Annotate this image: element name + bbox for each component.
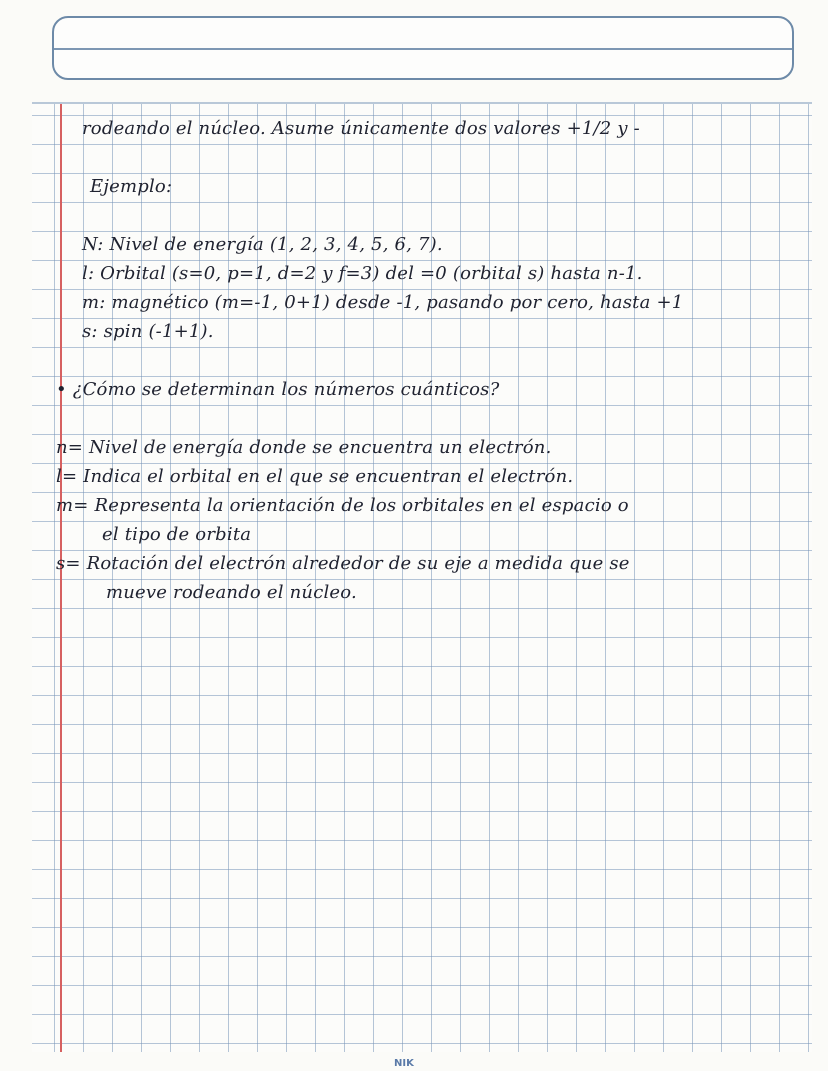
header-divider	[54, 48, 792, 50]
brand-mark: NIK	[394, 1058, 414, 1069]
note-line-s: s= Rotación del electrón alrededor de su eje a medida que se	[56, 553, 630, 574]
handwritten-notes	[32, 104, 812, 1052]
note-question: • ¿Cómo se determinan los números cuánticos?	[56, 379, 500, 400]
header-box	[52, 16, 794, 80]
note-line-5: m: magnético (m=-1, 0+1) desde -1, pasando por cero, hasta +1	[82, 292, 684, 313]
note-line-6: s: spin (-1+1).	[82, 321, 214, 342]
note-line-2: Ejemplo:	[90, 176, 173, 197]
note-line-1: rodeando el núcleo. Asume únicamente dos valores +1/2 y -	[82, 118, 640, 139]
note-line-3: N: Nivel de energía (1, 2, 3, 4, 5, 6, 7).	[82, 234, 443, 255]
note-line-4: l: Orbital (s=0, p=1, d=2 y f=3) del =0 (orbital s) hasta n-1.	[82, 263, 643, 284]
notebook-page	[32, 102, 812, 1052]
note-line-m-cont: el tipo de orbita	[102, 524, 252, 545]
note-line-l: l= Indica el orbital en el que se encuentran el electrón.	[56, 466, 574, 487]
note-line-s-cont: mueve rodeando el núcleo.	[106, 582, 357, 603]
note-line-m: m= Representa la orientación de los orbitales en el espacio o	[56, 495, 629, 516]
note-line-n: n= Nivel de energía donde se encuentra un electrón.	[56, 437, 552, 458]
